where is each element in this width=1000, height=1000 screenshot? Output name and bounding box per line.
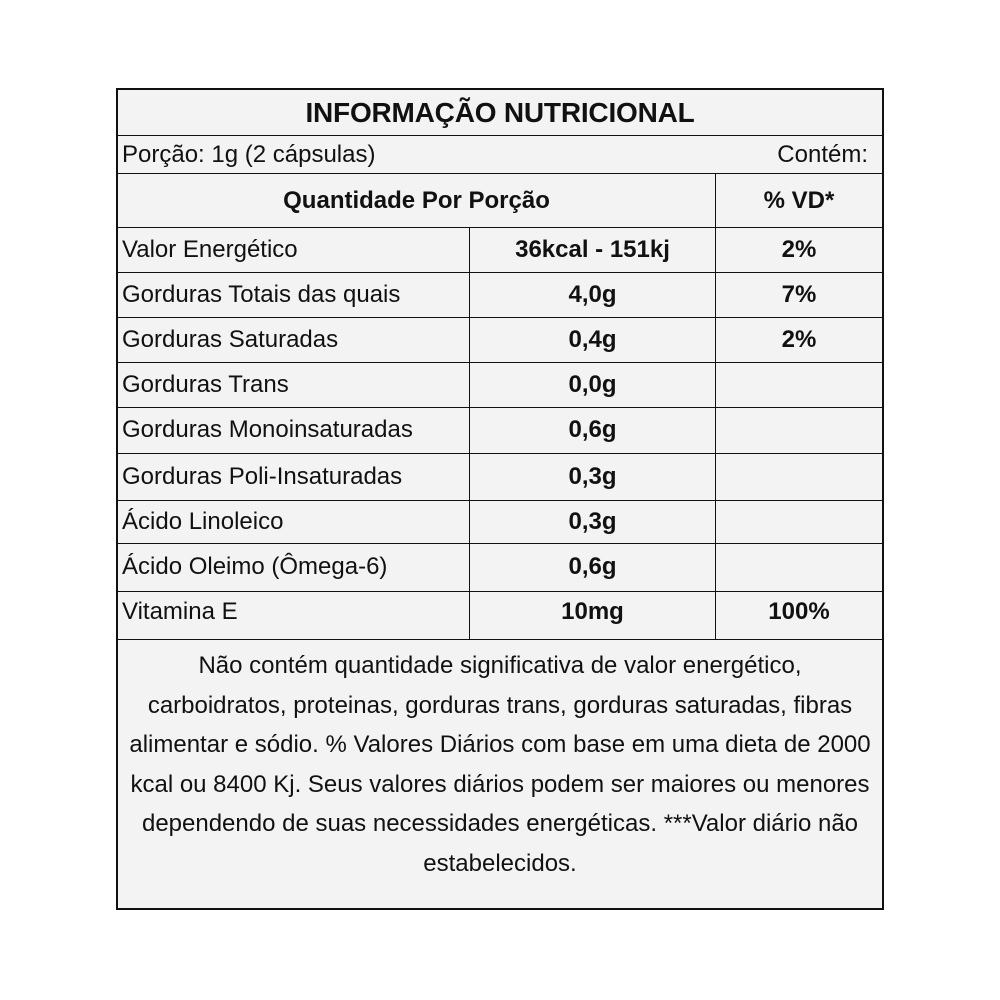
nutrient-daily-value: 7% xyxy=(781,281,817,308)
nutrient-row xyxy=(118,318,882,363)
portion-row xyxy=(118,136,882,174)
nutrient-daily-value xyxy=(716,363,882,407)
column-header-row xyxy=(118,174,882,228)
nutrient-amount: 0,6g xyxy=(470,544,716,591)
nutrient-name: Gorduras Saturadas xyxy=(118,318,470,362)
nutrient-row xyxy=(118,228,882,273)
nutrient-amount: 0,4g xyxy=(470,318,716,362)
nutrient-row xyxy=(118,454,882,501)
nutrient-amount: 10mg xyxy=(470,592,716,639)
portion-size: Porção: 1g (2 cápsulas) xyxy=(122,141,376,168)
nutrient-daily-value: 2% xyxy=(781,236,817,263)
nutrient-name: Gorduras Trans xyxy=(118,363,470,407)
nutrient-amount: 0,6g xyxy=(470,408,716,453)
nutrient-row xyxy=(118,544,882,592)
quantity-per-portion-header: Quantidade Por Porção xyxy=(118,174,716,227)
nutrient-name: Gorduras Totais das quais xyxy=(118,273,470,317)
nutrient-row xyxy=(118,273,882,318)
nutrient-name: Ácido Linoleico xyxy=(118,501,470,543)
nutrient-row xyxy=(118,501,882,544)
daily-value-header: % VD* xyxy=(763,187,835,214)
nutrient-daily-value xyxy=(716,454,882,500)
nutrient-row xyxy=(118,408,882,454)
table-title: INFORMAÇÃO NUTRICIONAL xyxy=(118,90,882,136)
nutrient-amount: 0,0g xyxy=(470,363,716,407)
nutrient-daily-value: 100% xyxy=(768,598,830,625)
nutrient-row xyxy=(118,363,882,408)
nutrient-amount: 36kcal - 151kj xyxy=(470,228,716,272)
nutrient-name: Ácido Oleimo (Ômega-6) xyxy=(118,544,470,591)
nutrient-amount: 0,3g xyxy=(470,454,716,500)
contains-label: Contém: xyxy=(777,141,868,168)
nutrient-name: Valor Energético xyxy=(118,228,470,272)
nutrient-amount: 0,3g xyxy=(470,501,716,543)
nutrient-name: Gorduras Poli-Insaturadas xyxy=(118,454,470,500)
footnote-text: Não contém quantidade significativa de valor energético, carboidratos, proteinas, gorduras trans, gorduras saturadas, fibras alimentar e sódio. % Valores Diários com base em uma dieta de 2000 kcal ou 8400 Kj. Seus valores diários podem ser maiores ou menores dependendo de suas necessidades energéticas. ***Valor diário não estabelecidos. xyxy=(129,652,871,877)
nutrient-daily-value xyxy=(716,544,882,591)
nutrient-daily-value xyxy=(716,501,882,543)
nutrient-daily-value xyxy=(716,408,882,453)
nutrient-name: Vitamina E xyxy=(118,592,470,639)
nutrient-amount: 4,0g xyxy=(470,273,716,317)
nutrient-daily-value: 2% xyxy=(781,326,817,353)
nutrient-name: Gorduras Monoinsaturadas xyxy=(118,408,470,453)
nutrition-facts-table xyxy=(116,88,884,910)
nutrient-row xyxy=(118,592,882,640)
